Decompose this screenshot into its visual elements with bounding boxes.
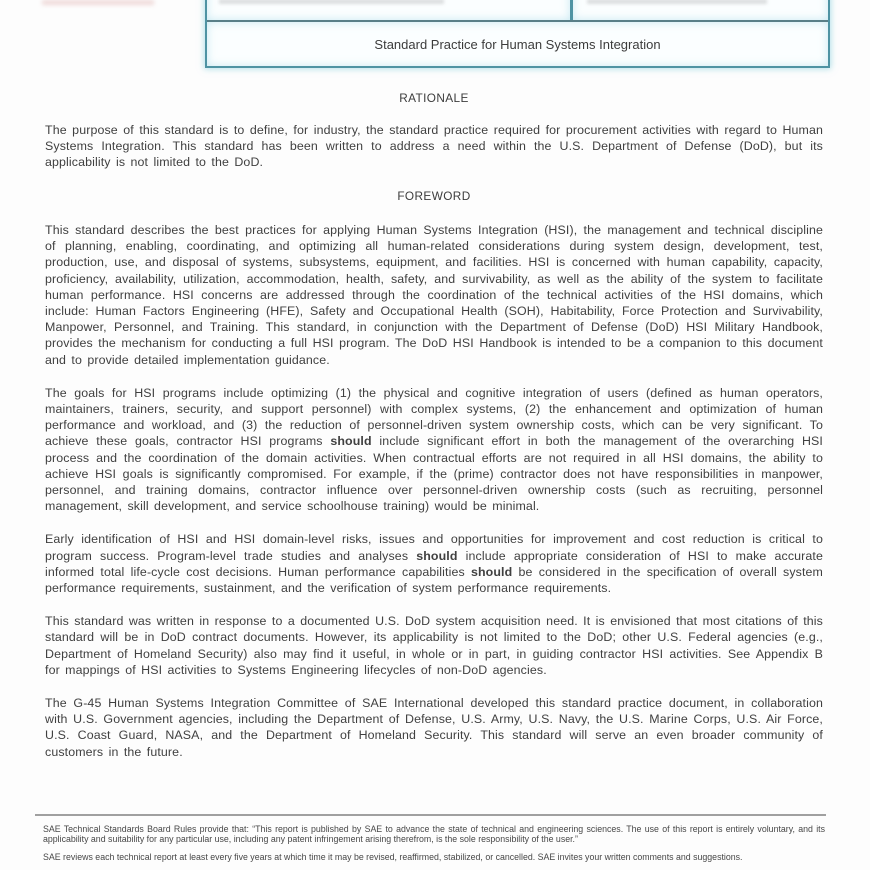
rationale-heading: RATIONALE — [399, 91, 469, 105]
foreword-paragraph-4: This standard was written in response to a documented U.S. DoD system acquisition need. It is envisioned that most citations of this standard will be in DoD contract documents. However, its applicability is not limited to the DoD; other U.S. Federal agencies (e.g., Department of Homeland Security) also may find it useful, in whole or in part, in guiding contractor HSI activities. See Appendix B for mappings of HSI activities to Systems Engineering lifecycles of non-DoD agencies. — [45, 614, 823, 677]
footer-divider-line — [35, 814, 826, 816]
paragraph-text: include appropriate consideration of HSI to make accurate informed total life-cycle cost decisions. Human performance capabilities — [45, 548, 823, 579]
foreword-paragraph-2 — [45, 385, 823, 515]
paragraph-text: include significant effort in both the management of the overarching HSI process and the coordination of the domain activities. When contractual efforts are not required in all HSI domains, the ability to achieve HSI goals is significantly compromised. For example, if the (prime) contractor does not have responsibilities in manpower, personnel, and training domains, contractor influence over personnel-driven ownership costs (such as recruiting, personnel management, skill development, and service schoolhouse training) would be minimal. — [45, 434, 823, 514]
foreword-section — [45, 222, 823, 777]
title-block-left-cell — [207, 0, 573, 20]
footer-notices — [43, 824, 825, 869]
cutoff-text-remnant — [587, 0, 767, 4]
document-title: Standard Practice for Human Systems Integration — [207, 22, 828, 66]
foreword-paragraph-5: The G-45 Human Systems Integration Committee of SAE International developed this standard practice document, in collaboration with U.S. Government agencies, including the Department of Defense, U.S. Army, U.S. Navy, the U.S. Marine Corps, U.S. Air Force, U.S. Coast Guard, NASA, and the Department of Homeland Security. This standard will serve an even broader community of customers in the future. — [45, 696, 823, 759]
foreword-heading: FOREWORD — [397, 189, 471, 203]
foreword-paragraph-1: This standard describes the best practices for applying Human Systems Integration (HSI), the management and technical discipline of planning, enabling, coordinating, and optimizing all human-related considerations during system design, development, test, production, use, and disposal of systems, subsystems, equipment, and facilities. HSI is concerned with human capability, capacity, proficiency, availability, utilization, accommodation, health, safety, and survivability, as well as the ability of the system to facilitate human performance. HSI concerns are addressed through the coordination of the technical activities of the HSI domains, which include: Human Factors Engineering (HFE), Safety and Occupational Health (SOH), Habitability, Force Protection and Survivability, Manpower, Personnel, and Training. This standard, in conjunction with the Department of Defense (DoD) HSI Military Handbook, provides the mechanism for conducting a full HSI program. The DoD HSI Handbook is intended to be a companion to this document and to provide detailed implementation guidance. — [45, 223, 823, 367]
paragraph-text: Early identification of HSI and HSI domain-level risks, issues and opportunities for improvement and cost reduction is critical to program success. Program-level trade studies and analyses — [45, 532, 823, 563]
title-block-right-cell — [573, 0, 828, 20]
emphasis-should: should — [416, 548, 458, 563]
paragraph-text: be considered in the specification of overall system performance requirements, sustainment, and the verification of system performance requirements. — [45, 564, 823, 596]
cutoff-text-remnant — [219, 0, 444, 4]
title-block-header-row — [207, 0, 828, 22]
foreword-paragraph-3 — [45, 531, 823, 596]
title-block-table — [205, 0, 830, 68]
sae-logo-cutoff-remnant — [42, 0, 154, 5]
paragraph-text: The goals for HSI programs include optimizing (1) the physical and cognitive integration of users (defined as human operators, maintainers, trainers, security, and support personnel) with complex systems, (2) the enhancement and optimization of human performance and workload, and (3) the reduction of personnel-driven system ownership costs, which can be very significant. To achieve these goals, contractor HSI programs — [45, 385, 823, 449]
footer-notice-1: SAE Technical Standards Board Rules provide that: “This report is published by SAE to advance the state of technical and engineering sciences. The use of this report is entirely voluntary, and its applicability and suitability for any particular use, including any patent infringement arising therefrom, is the sole responsibility of the user.” — [43, 824, 825, 845]
rationale-paragraph: The purpose of this standard is to define, for industry, the standard practice required for procurement activities with regard to Human Systems Integration. This standard has been written to address a need within the U.S. Department of Defense (DoD), but its applicability is not limited to the DoD. — [45, 123, 823, 170]
footer-notice-2: SAE reviews each technical report at least every five years at which time it may be revised, reaffirmed, stabilized, or cancelled. SAE invites your written comments and suggestions. — [43, 851, 743, 862]
emphasis-should: should — [330, 434, 372, 449]
emphasis-should: should — [470, 564, 513, 579]
